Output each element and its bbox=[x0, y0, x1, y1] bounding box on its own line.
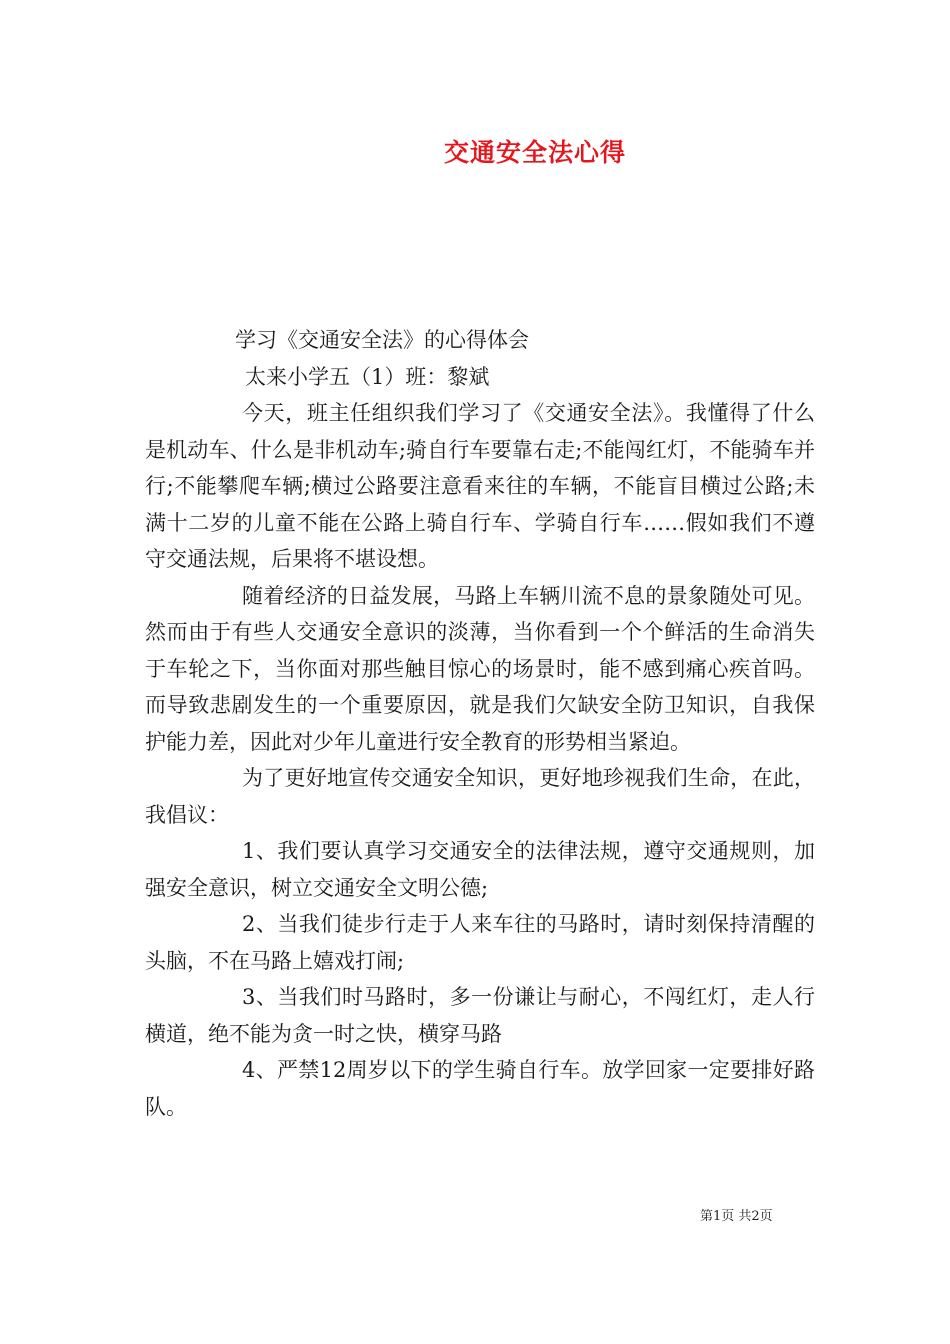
page-title: 交通安全法心得 bbox=[443, 138, 626, 167]
paragraph-1: 今天，班主任组织我们学习了《交通安全法》。我懂得了什么是机动车、什么是非机动车;骑自行车要靠右走;不能闯红灯，不能骑车并行;不能攀爬车辆;横过公路要注意看来往的车辆，不能盲目横过公路;未满十二岁的儿童不能在公路上骑自行车、学骑自行车……假如我们不遵守交通法规，后果将不堪设想。 bbox=[145, 401, 815, 571]
paragraph-3: 为了更好地宣传交通安全知识，更好地珍视我们生命，在此，我倡议： bbox=[145, 766, 815, 827]
page-footer: 第1页 共2页 bbox=[700, 1209, 773, 1224]
document-heading: 学习《交通安全法》的心得体会 bbox=[235, 328, 529, 352]
document-author: 太来小学五（1）班：黎斌 bbox=[245, 364, 490, 389]
document-body bbox=[145, 322, 815, 1125]
paragraph-2: 随着经济的日益发展，马路上车辆川流不息的景象随处可见。然而由于有些人交通安全意识的淡薄，当你看到一个个鲜活的生命消失于车轮之下，当你面对那些触目惊心的场景时，能不感到痛心疾首吗。而导致悲剧发生的一个重要原因，就是我们欠缺安全防卫知识，自我保护能力差，因此对少年儿童进行安全教育的形势相当紧迫。 bbox=[145, 583, 815, 754]
paragraph-4: 1、我们要认真学习交通安全的法律法规，遵守交通规则，加强安全意识，树立交通安全文明公德; bbox=[145, 839, 815, 900]
paragraph-6: 3、当我们时马路时，多一份谦让与耐心，不闯红灯，走人行横道，绝不能为贪一时之快，横穿马路 bbox=[145, 985, 815, 1046]
paragraph-5: 2、当我们徒步行走于人来车往的马路时，请时刻保持清醒的头脑，不在马路上嬉戏打闹; bbox=[145, 912, 815, 973]
paragraph-7: 4、严禁12周岁以下的学生骑自行车。放学回家一定要排好路队。 bbox=[145, 1058, 815, 1119]
